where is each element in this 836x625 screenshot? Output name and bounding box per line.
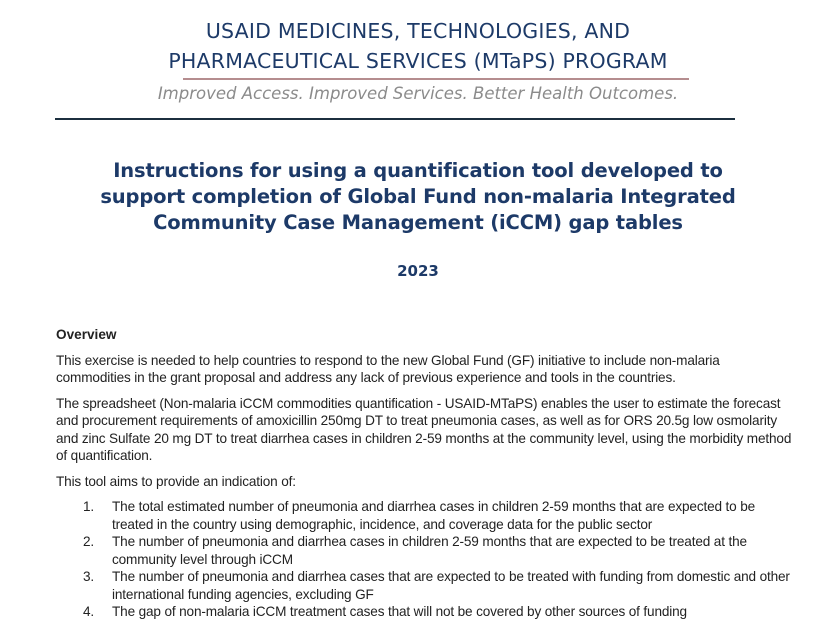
list-item-text: The total estimated number of pneumonia and diarrhea cases in children 2-59 months that are expected to be treated in the country using demographic, incidence, and coverage data for the public sector [112, 499, 756, 532]
title-line-1: Instructions for using a quantification tool developed to [113, 159, 723, 182]
document-title [40, 158, 796, 236]
overview-paragraph-1: This exercise is needed to help countries to respond to the new Global Fund (GF) initiative to include non-malaria commodities in the grant proposal and address any lack of previous experience and tools in the countries. [56, 352, 720, 385]
program-name-line-2: PHARMACEUTICAL SERVICES (MTaPS) PROGRAM [168, 49, 668, 73]
list-item [56, 498, 796, 533]
list-item-text: The number of pneumonia and diarrhea cases in children 2-59 months that are expected to be treated at the community level through iCCM [112, 534, 747, 567]
overview-paragraph-3: This tool aims to provide an indication of: [56, 473, 296, 489]
list-item-number: 4. [83, 604, 95, 619]
list-item-number: 3. [83, 569, 95, 584]
letterhead-rule [183, 78, 689, 80]
title-line-2: support completion of Global Fund non-malaria Integrated [100, 185, 736, 208]
list-item-number: 1. [83, 499, 95, 514]
overview-paragraph-2: The spreadsheet (Non-malaria iCCM commodities quantification - USAID-MTaPS) enables the user to estimate the forecast and procurement requirements of amoxicillin 250mg DT to treat pneumonia cases, as well as for ORS 20.5g low osmolarity and zinc Sulfate 20 mg DT to treat diarrhea cases in children 2-59 months at the community level, using the morbidity method of quantification. [56, 395, 792, 463]
list-item-text: The number of pneumonia and diarrhea cases that are expected to be treated with funding from domestic and other international funding agencies, excluding GF [112, 569, 790, 602]
program-tagline: Improved Access. Improved Services. Better Health Outcomes. [157, 84, 679, 103]
program-name-line-1: USAID MEDICINES, TECHNOLOGIES, AND [205, 19, 631, 43]
list-item [56, 603, 796, 621]
list-item-text: The gap of non-malaria iCCM treatment cases that will not be covered by other sources of funding [112, 604, 687, 619]
overview-section [56, 326, 796, 621]
document-year: 2023 [397, 262, 439, 280]
letterhead [150, 16, 686, 107]
list-item [56, 533, 796, 568]
list-item-number: 2. [83, 534, 95, 549]
title-line-3: Community Case Management (iCCM) gap tables [153, 211, 683, 234]
overview-heading: Overview [56, 327, 117, 342]
header-separator [55, 118, 735, 120]
indication-list [56, 498, 796, 621]
list-item [56, 568, 796, 603]
